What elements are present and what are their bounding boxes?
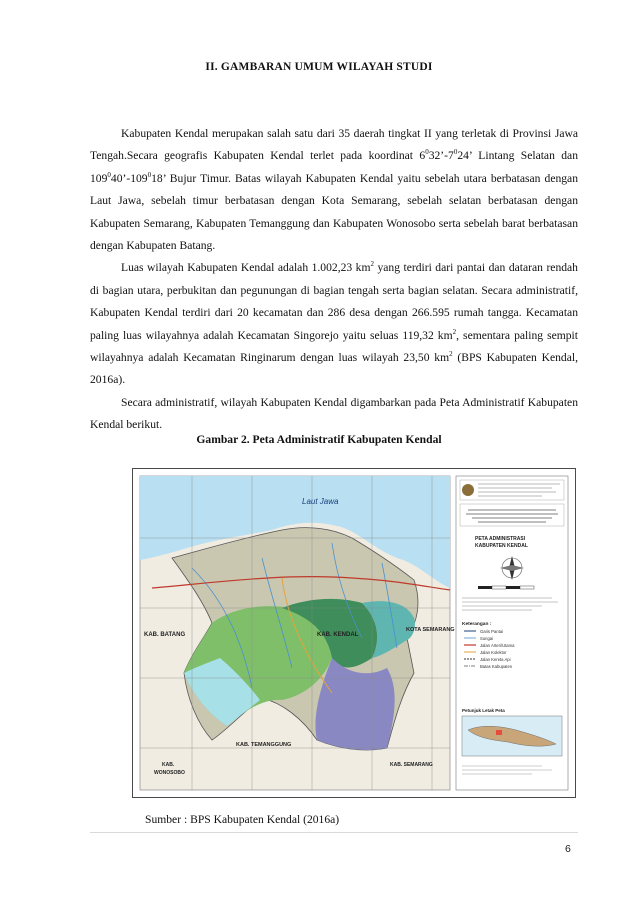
agency-logo-icon — [462, 484, 474, 496]
section-heading: II. GAMBARAN UMUM WILAYAH STUDI — [205, 61, 433, 73]
legend-item-1: Garis Pantai — [480, 629, 504, 634]
label-sea: Laut Jawa — [302, 497, 339, 506]
administrative-map — [132, 468, 576, 798]
legend-item-2: Sungai — [480, 636, 494, 641]
legend-title: Keterangan : — [462, 622, 492, 627]
agency-header-box — [460, 480, 564, 500]
purple-zone — [315, 658, 394, 750]
map-svg — [132, 468, 576, 798]
figure-source: Sumber : BPS Kabupaten Kendal (2016a) — [145, 813, 340, 826]
inset-location-marker — [496, 730, 502, 735]
label-kab-batang: KAB. BATANG — [144, 632, 186, 638]
legend-item-4: Jalan Kolektor — [480, 650, 507, 655]
label-kota-semarang: KOTA SEMARANG — [406, 627, 455, 633]
inset-title: Petunjuk Letak Peta — [462, 708, 505, 713]
panel-title-1: PETA ADMINISTRASI — [475, 536, 526, 542]
label-kab-wonosobo-2: WONOSOBO — [154, 770, 185, 776]
figure-caption: Gambar 2. Peta Administratif Kabupaten Kendal — [196, 433, 442, 446]
paragraph-2: Luas wilayah Kabupaten Kendal adalah 1.002,23 $km^2$ yang terdiri dari pantai dan dataran rendah di bagian utara, perbukitan dan pegunungan di bagian tengah serta bagian selatan. Secara administratif, Kabupaten Kendal terdiri dari 20 kecamatan dan 286 desa dengan 266.595 rumah tangga. Kecamatan paling luas wilayahnya adalah Kecamatan Singorejo yaitu seluas 119,32 $km^2$, sementara paling sempit wilayahnya adalah Kecamatan Ringinarum dengan luas wilayah 23,50 $km^2$ (BPS Kabupaten Kendal, 2016a). — [90, 260, 578, 387]
panel-title-2: KABUPATEN KENDAL — [475, 543, 528, 549]
label-kab-wonosobo-1: KAB. — [162, 762, 175, 768]
label-kab-kendal: KAB. KENDAL — [317, 632, 359, 638]
paragraph-1: Kabupaten Kendal merupakan salah satu dari 35 daerah tingkat II yang terletak di Provinsi Jawa Tengah.Secara geografis Kabupaten Kendal terlet pada koordinat $6^032’-7^024$’ Lintang Selatan dan $109^040’-109^018$’ Bujur Timur. Batas wilayah Kabupaten Kendal yaitu sebelah utara berbatasan dengan Laut Jawa, sebelah timur berbatasan dengan Kota Semarang, sebelah selatan berbatasan dengan Kabupaten Semarang, Kabupaten Temanggung dan Kabupaten Wonosobo serta sebelah barat berbatasan dengan Kabupaten Batang. — [90, 127, 578, 253]
legend-item-3: Jalan Arteri/Utama — [480, 643, 515, 648]
legend-item-5: Jalan Kereta Api — [480, 657, 511, 662]
project-title-box — [460, 504, 564, 526]
paragraph-3: Secara administratif, wilayah Kabupaten Kendal digambarkan pada Peta Administratif Kabupaten Kendal berikut. — [90, 395, 578, 432]
footer-divider — [90, 832, 578, 833]
page-number: 6 — [565, 843, 571, 855]
label-kab-semarang: KAB. SEMARANG — [390, 762, 433, 768]
legend-item-6: Batas Kabupaten — [480, 664, 513, 669]
label-kab-temanggung: KAB. TEMANGGUNG — [236, 742, 292, 748]
body-text — [90, 123, 578, 437]
scale-bar — [478, 586, 534, 589]
